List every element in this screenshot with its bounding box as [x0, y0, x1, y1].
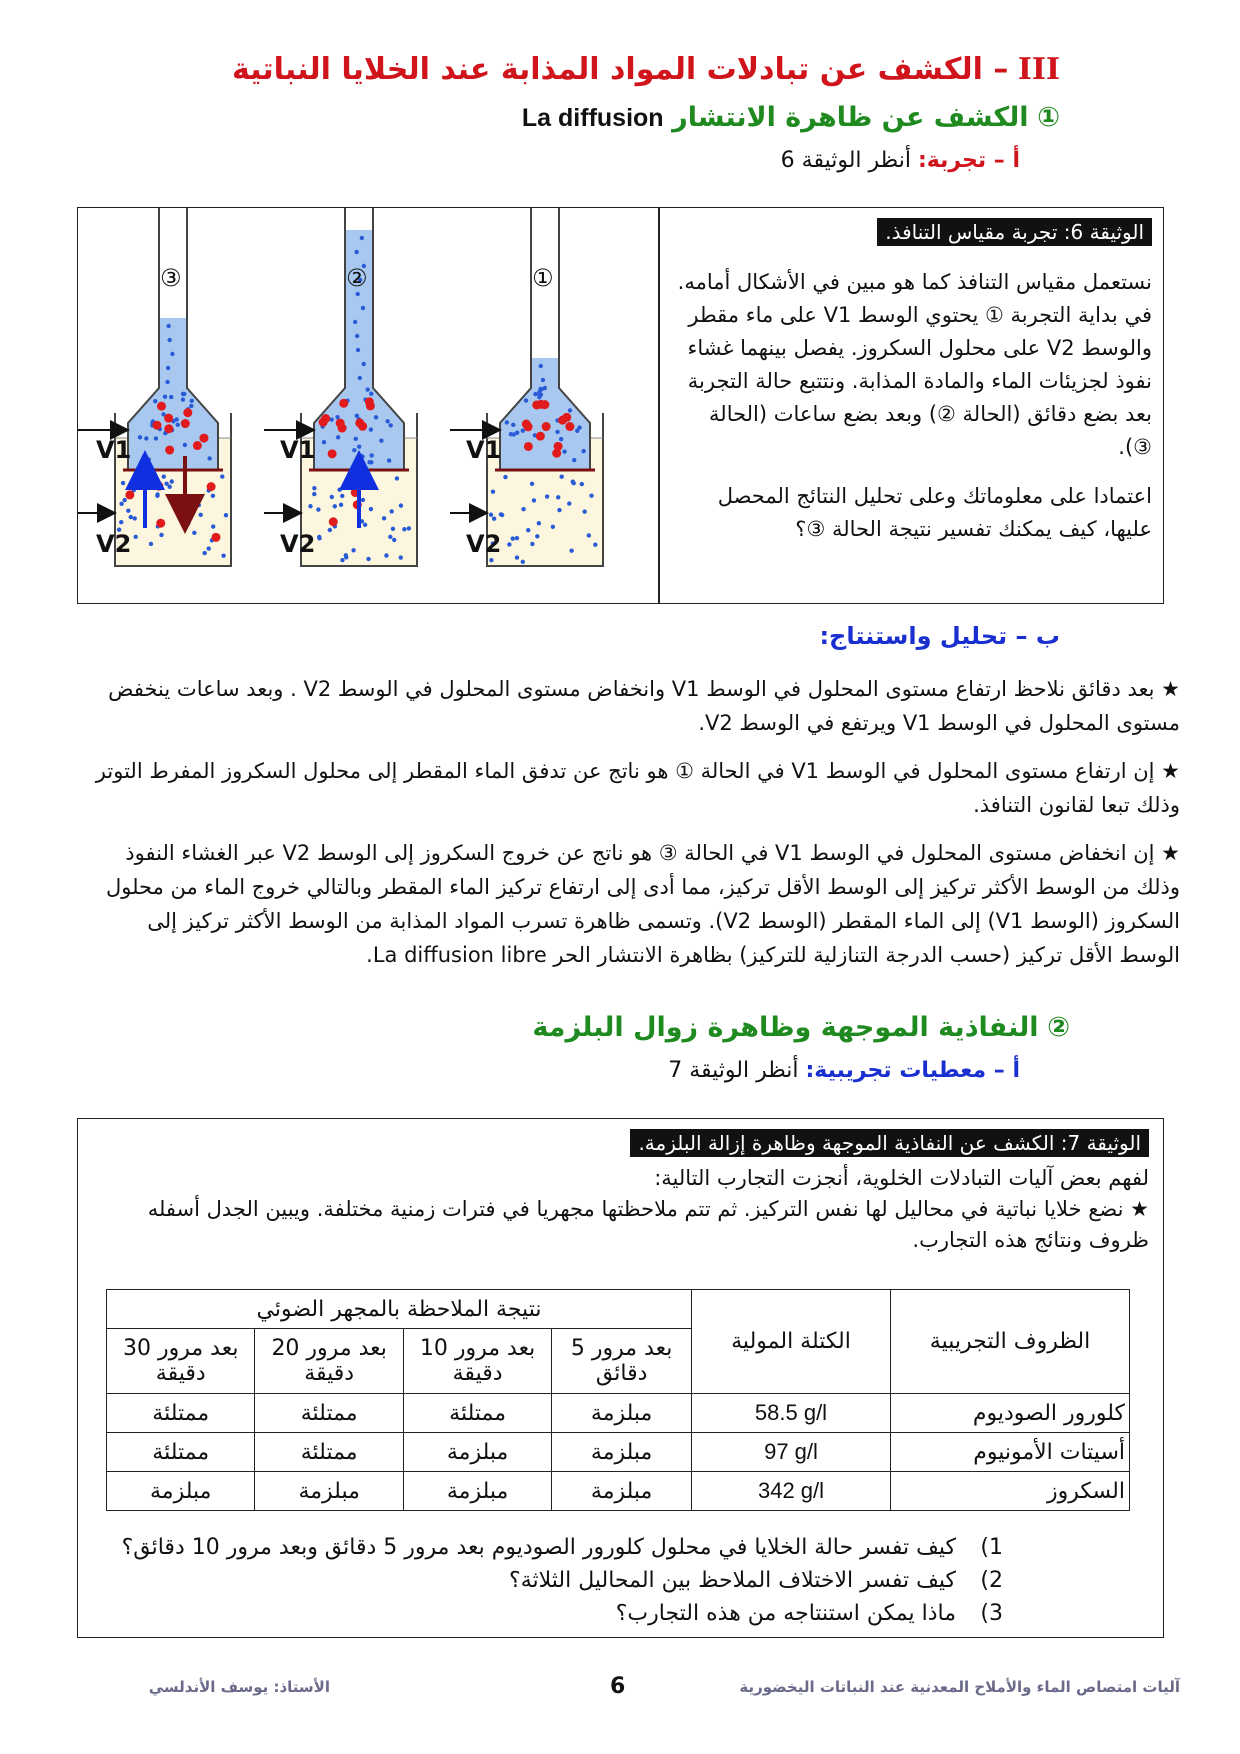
- water-molecule: [155, 494, 159, 498]
- cell-result: ممتلئة: [255, 1394, 403, 1433]
- question-item: [103, 1564, 1003, 1597]
- water-molecule: [530, 542, 534, 546]
- analysis-item: ★ إن انخفاض مستوى المحلول في الوسط V1 في الحالة ③ هو ناتج عن خروج السكروز إلى الوسط V2 عبر الغشاء النفوذ وذلك من الوسط الأكثر تركيز إلى الوسط الأقل تركيز، مما أدى إلى ارتفاع تركيز الماء المقطر وبالتالي خروج الماء من محلول السكروز (الوسط V1) إلى الماء المقطر (الوسط V2). وتسمى ظاهرة تسرب المواد المذابة من الوسط الأكثر تركيز إلى الوسط الأقل تركيز (حسب الدرجة التنازلية للتركيز) بظاهرة الانتشار الحر La diffusion libre.: [105, 841, 1180, 967]
- water-molecule: [568, 408, 572, 412]
- water-molecule: [388, 423, 392, 427]
- water-molecule: [159, 533, 163, 537]
- water-molecule: [181, 397, 185, 401]
- water-molecule: [545, 494, 549, 498]
- water-molecule: [489, 558, 493, 562]
- sucrose-molecule: [542, 422, 551, 431]
- water-molecule: [524, 398, 528, 402]
- water-molecule: [388, 535, 392, 539]
- water-molecule: [532, 498, 536, 502]
- water-molecule: [358, 376, 362, 380]
- v1-label-case3: V1: [96, 436, 132, 464]
- doc7-title: الوثيقة 7: الكشف عن النفاذية الموجهة وظاهرة إزالة البلزمة.: [630, 1129, 1149, 1157]
- water-molecule: [581, 449, 585, 453]
- water-molecule: [336, 435, 340, 439]
- water-molecule: [165, 380, 169, 384]
- v2-label-case3: V2: [96, 530, 132, 558]
- doc6-divider: [658, 208, 660, 603]
- sucrose-molecule: [165, 445, 174, 454]
- part1b-list: [85, 672, 1180, 972]
- water-molecule: [366, 557, 370, 561]
- footer-author: الأستاذ: يوسف الأندلسي: [148, 1678, 330, 1696]
- water-molecule: [369, 427, 373, 431]
- water-molecule: [541, 378, 545, 382]
- water-molecule: [509, 432, 513, 436]
- sucrose-molecule: [522, 420, 531, 429]
- question-number: 2): [980, 1568, 1003, 1593]
- water-molecule: [176, 423, 180, 427]
- water-molecule: [316, 507, 320, 511]
- cell-result: مبلزمة: [403, 1472, 551, 1511]
- sucrose-molecule: [207, 482, 216, 491]
- water-molecule: [582, 509, 586, 513]
- sucrose-molecule: [319, 418, 328, 427]
- v1-label-case2: V1: [280, 436, 316, 464]
- v1-label-case1: V1: [466, 436, 502, 464]
- water-molecule: [328, 528, 332, 532]
- doc7-bullet-text: نضع خلايا نباتية في محاليل لها نفس التركيز. ثم تتم ملاحظتها مجهريا في فترات زمنية مختلفة. ويبين الجدل أسفله ظروف ونتائج هذه التجارب.: [147, 1197, 1149, 1252]
- water-molecule: [196, 497, 200, 501]
- water-molecule: [330, 495, 334, 499]
- footer-page-number: 6: [610, 1674, 626, 1699]
- water-molecule: [169, 395, 173, 399]
- sucrose-molecule: [183, 408, 192, 417]
- water-molecule: [312, 492, 316, 496]
- header-time: بعد مرور 10 دقيقة: [403, 1329, 551, 1394]
- part1-sub-a-text: أنظر الوثيقة 6: [780, 148, 911, 173]
- water-molecule: [190, 399, 194, 403]
- cell-result: ممتلئة: [107, 1433, 255, 1472]
- cell-mass: 97 g/l: [692, 1433, 891, 1472]
- water-molecule: [526, 528, 530, 532]
- water-molecule: [221, 554, 225, 558]
- water-molecule: [580, 482, 584, 486]
- water-molecule: [129, 515, 133, 519]
- water-molecule: [121, 481, 125, 485]
- water-molecule: [556, 495, 560, 499]
- water-molecule: [335, 415, 339, 419]
- water-molecule: [119, 520, 123, 524]
- water-molecule: [361, 498, 365, 502]
- sucrose-molecule: [554, 442, 563, 451]
- cell-result: ممتلئة: [255, 1433, 403, 1472]
- water-molecule: [357, 444, 361, 448]
- water-molecule: [511, 536, 515, 540]
- water-molecule: [384, 553, 388, 557]
- water-molecule: [492, 517, 496, 521]
- header-time: بعد مرور 5 دقائق: [552, 1329, 692, 1394]
- header-results: نتيجة الملاحظة بالمجهر الضوئي: [107, 1290, 692, 1329]
- water-molecule: [360, 236, 364, 240]
- water-molecule: [533, 392, 537, 396]
- cell-result: مبلزمة: [403, 1433, 551, 1472]
- v2-label-case2: V2: [280, 530, 316, 558]
- question-item: [103, 1531, 1003, 1564]
- part1-title: الكشف عن ظاهرة الانتشار: [672, 102, 1029, 133]
- water-molecule: [395, 476, 399, 480]
- water-molecule: [333, 504, 337, 508]
- water-molecule: [354, 250, 358, 254]
- water-molecule: [369, 460, 373, 464]
- water-molecule: [126, 508, 130, 512]
- cell-result: ممتلئة: [107, 1394, 255, 1433]
- water-molecule: [211, 494, 215, 498]
- sucrose-molecule: [524, 442, 533, 451]
- part2-sub-a: [320, 1058, 1020, 1083]
- water-molecule: [197, 503, 201, 507]
- cell-result: مبلزمة: [552, 1472, 692, 1511]
- water-molecule: [350, 481, 354, 485]
- case3-label: ③: [160, 264, 182, 292]
- sucrose-molecule: [329, 517, 338, 526]
- doc7-box: [77, 1118, 1164, 1638]
- water-molecule: [163, 394, 167, 398]
- water-molecule: [153, 399, 157, 403]
- water-molecule: [351, 548, 355, 552]
- water-molecule: [189, 404, 193, 408]
- water-molecule: [562, 449, 566, 453]
- water-molecule: [374, 415, 378, 419]
- question-number: 1): [980, 1535, 1003, 1560]
- water-molecule: [361, 306, 365, 310]
- water-molecule: [211, 524, 215, 528]
- water-molecule: [391, 527, 395, 531]
- cell-result: ممتلئة: [403, 1394, 551, 1433]
- water-molecule: [162, 475, 166, 479]
- sucrose-molecule: [536, 432, 545, 441]
- sucrose-molecule: [339, 399, 348, 408]
- water-molecule: [587, 533, 591, 537]
- sucrose-molecule: [193, 441, 202, 450]
- water-molecule: [147, 457, 151, 461]
- water-molecule: [317, 535, 321, 539]
- water-molecule: [149, 542, 153, 546]
- cell-condition: أسيتات الأمونيوم: [891, 1433, 1130, 1472]
- water-molecule: [489, 513, 493, 517]
- water-molecule: [511, 423, 515, 427]
- water-molecule: [569, 549, 573, 553]
- water-molecule: [312, 486, 316, 490]
- water-molecule: [572, 481, 576, 485]
- water-molecule: [389, 509, 393, 513]
- water-molecule: [365, 387, 369, 391]
- water-molecule: [339, 503, 343, 507]
- sucrose-molecule: [212, 533, 221, 542]
- water-molecule: [198, 513, 202, 517]
- header-mass: الكتلة المولية: [692, 1290, 891, 1394]
- part1-sub-a: [320, 148, 1020, 173]
- water-molecule: [392, 538, 396, 542]
- doc7-text: [99, 1129, 1149, 1256]
- v2-label-case1: V2: [466, 530, 502, 558]
- water-molecule: [369, 391, 373, 395]
- water-molecule: [337, 488, 341, 492]
- water-molecule: [505, 420, 509, 424]
- water-molecule: [344, 553, 348, 557]
- case2-label: ②: [346, 264, 368, 292]
- water-molecule: [183, 443, 187, 447]
- water-molecule: [515, 430, 519, 434]
- sucrose-molecule: [328, 449, 337, 458]
- analysis-item: ★ إن ارتفاع مستوى المحلول في الوسط V1 في الحالة ① هو ناتج عن تدفق الماء المقطر إلى محلول السكروز المفرط التوتر وذلك تبعا لقانون التنافذ.: [95, 759, 1180, 817]
- part1-title-fr: La diffusion: [521, 104, 664, 132]
- water-molecule: [154, 436, 158, 440]
- part2-title: النفاذية الموجهة وظاهرة زوال البلزمة: [532, 1012, 1039, 1043]
- water-molecule: [220, 474, 224, 478]
- part1-sub-a-label: أ – تجربة:: [917, 148, 1020, 173]
- analysis-item: ★ بعد دقائق نلاحظ ارتفاع مستوى المحلول في الوسط V1 وانخفاض مستوى المحلول في الوسط V2 . وبعد ساعات ينخفض مستوى المحلول في الوسط V1 ويرتفع في الوسط V2.: [108, 677, 1180, 735]
- water-molecule: [354, 437, 358, 441]
- part2-sub-a-label: أ – معطيات تجريبية:: [805, 1058, 1020, 1083]
- water-molecule: [192, 531, 196, 535]
- water-molecule: [174, 417, 178, 421]
- analysis-item-text: إن ارتفاع مستوى المحلول في الوسط V1 في الحالة ① هو ناتج عن تدفق الماء المقطر إلى محلول السكروز المفرط التوتر وذلك تبعا لقانون التنافذ.: [95, 759, 1180, 817]
- doc7-bullet: ★ نضع خلايا نباتية في محاليل لها نفس التركيز. ثم تتم ملاحظتها مجهريا في فترات زمنية مختلفة. ويبين الجدل أسفله ظروف ونتائج هذه التجارب.: [147, 1197, 1149, 1252]
- sucrose-molecule: [164, 424, 173, 433]
- water-molecule: [539, 364, 543, 368]
- water-molecule: [503, 475, 507, 479]
- table-row: [107, 1433, 1130, 1472]
- part1b-heading: ب – تحليل واستنتاج:: [819, 622, 1060, 650]
- header-time: بعد مرور 20 دقيقة: [255, 1329, 403, 1394]
- sucrose-molecule: [164, 414, 173, 423]
- water-molecule: [572, 458, 576, 462]
- doc6-text: [672, 218, 1152, 546]
- sucrose-molecule: [358, 422, 367, 431]
- water-molecule: [385, 419, 389, 423]
- water-molecule: [593, 542, 597, 546]
- water-molecule: [355, 413, 359, 417]
- sucrose-molecule: [152, 421, 161, 430]
- question-item: [103, 1597, 1003, 1630]
- cell-condition: السكروز: [891, 1472, 1130, 1511]
- water-molecule: [207, 456, 211, 460]
- sucrose-molecule: [366, 401, 375, 410]
- water-molecule: [551, 525, 555, 529]
- water-molecule: [322, 440, 326, 444]
- water-molecule: [122, 498, 126, 502]
- sucrose-molecule: [149, 478, 158, 487]
- question-text: ماذا يمكن استنتاجه من هذه التجارب؟: [615, 1601, 956, 1626]
- sucrose-molecule: [125, 490, 134, 499]
- header-time: بعد مرور 30 دقيقة: [107, 1329, 255, 1394]
- water-molecule: [515, 555, 519, 559]
- water-molecule: [369, 507, 373, 511]
- water-molecule: [355, 334, 359, 338]
- water-molecule: [353, 320, 357, 324]
- cell-result: مبلزمة: [552, 1394, 692, 1433]
- part2-sub-a-text: أنظر الوثيقة 7: [668, 1058, 799, 1083]
- water-molecule: [369, 453, 373, 457]
- cell-mass: 58.5 g/l: [692, 1394, 891, 1433]
- water-molecule: [308, 504, 312, 508]
- sucrose-molecule: [157, 402, 166, 411]
- water-molecule: [379, 439, 383, 443]
- water-molecule: [559, 437, 563, 441]
- part1-badge: ①: [1037, 102, 1060, 133]
- water-molecule: [144, 436, 148, 440]
- section-title-text: – الكشف عن تبادلات المواد المذابة عند الخلايا النباتية: [231, 52, 1009, 87]
- table-row: [107, 1394, 1130, 1433]
- analysis-item-text: إن انخفاض مستوى المحلول في الوسط V1 في الحالة ③ هو ناتج عن خروج السكروز إلى الوسط V2 عبر الغشاء النفوذ وذلك من الوسط الأكثر تركيز إلى الوسط الأقل تركيز، مما أدى إلى ارتفاع تركيز الماء المقطر وبالتالي خروج الماء من محلول السكروز (الوسط V1) إلى الماء المقطر (الوسط V2). وتسمى ظاهرة تسرب المواد المذابة من الوسط الأكثر تركيز إلى الوسط الأقل تركيز (حسب الدرجة التنازلية للتركيز) بظاهرة الانتشار الحر La diffusion libre.: [105, 841, 1180, 967]
- water-molecule: [166, 324, 170, 328]
- cell-mass: 342 g/l: [692, 1472, 891, 1511]
- water-molecule: [589, 493, 593, 497]
- water-molecule: [559, 474, 563, 478]
- water-molecule: [557, 508, 561, 512]
- water-molecule: [382, 516, 386, 520]
- doc7-intro: لفهم بعض آليات التبادلات الخلوية، أنجزت التجارب التالية:: [654, 1166, 1149, 1190]
- water-molecule: [363, 523, 367, 527]
- water-molecule: [356, 292, 360, 296]
- water-molecule: [537, 521, 541, 525]
- water-molecule: [182, 392, 186, 396]
- water-molecule: [207, 546, 211, 550]
- water-molecule: [119, 502, 123, 506]
- water-molecule: [577, 425, 581, 429]
- sucrose-molecule: [558, 416, 567, 425]
- water-molecule: [167, 338, 171, 342]
- case1-solution: [500, 358, 590, 470]
- water-molecule: [399, 555, 403, 559]
- water-molecule: [167, 485, 171, 489]
- water-molecule: [539, 393, 543, 397]
- water-molecule: [166, 366, 170, 370]
- cell-result: مبلزمة: [552, 1433, 692, 1472]
- water-molecule: [202, 551, 206, 555]
- questions-list: [103, 1531, 1003, 1630]
- question-text: كيف تفسر حالة الخلايا في محلول كلورور الصوديوم بعد مرور 5 دقائق وبعد مرور 10 دقائق؟: [121, 1535, 956, 1560]
- water-molecule: [499, 512, 503, 516]
- water-molecule: [521, 560, 525, 564]
- sucrose-molecule: [181, 419, 190, 428]
- water-molecule: [407, 526, 411, 530]
- water-molecule: [530, 482, 534, 486]
- cell-result: مبلزمة: [107, 1472, 255, 1511]
- sucrose-molecule: [565, 422, 574, 431]
- water-molecule: [515, 536, 519, 540]
- doc6-title: الوثيقة 6: تجربة مقياس التنافذ.: [877, 218, 1152, 246]
- water-molecule: [399, 503, 403, 507]
- doc6-paragraph-1: نستعمل مقياس التنافذ كما هو مبين في الأشكال أمامه. في بداية التجربة ① يحتوي الوسط V1 على ماء مقطر والوسط V2 على محلول السكروز. يفصل بينهما غشاء نفوذ لجزيئات الماء والمادة المذابة. ونتتبع حالة التجربة بعد بضع دقائق (الحالة ②) وبعد بضع ساعات (الحالة ③).: [677, 270, 1152, 459]
- water-molecule: [535, 534, 539, 538]
- water-molecule: [387, 458, 391, 462]
- water-molecule: [356, 348, 360, 352]
- water-molecule: [224, 513, 228, 517]
- water-molecule: [170, 479, 174, 483]
- water-molecule: [402, 527, 406, 531]
- water-molecule: [133, 516, 137, 520]
- water-molecule: [567, 501, 571, 505]
- water-molecule: [138, 435, 142, 439]
- case1-label: ①: [532, 264, 554, 292]
- header-conditions: الظروف التجريبية: [891, 1290, 1130, 1394]
- cell-condition: كلورور الصوديوم: [891, 1394, 1130, 1433]
- doc6-paragraph-2: اعتمادا على معلوماتك وعلى تحليل النتائج المحصل عليها، كيف يمكنك تفسير نتيجة الحالة ③؟: [717, 484, 1152, 541]
- cell-result: مبلزمة: [255, 1472, 403, 1511]
- water-molecule: [340, 558, 344, 562]
- footer-course: آليات امتصاص الماء والأملاح المعدنية عند النباتات اليخضورية: [739, 1678, 1180, 1696]
- water-molecule: [555, 430, 559, 434]
- sucrose-molecule: [156, 519, 165, 528]
- water-molecule: [340, 494, 344, 498]
- water-molecule: [170, 352, 174, 356]
- analysis-item-text: بعد دقائق نلاحظ ارتفاع مستوى المحلول في الوسط V1 وانخفاض مستوى المحلول في الوسط V2 . وبعد ساعات ينخفض مستوى المحلول في الوسط V1 ويرتفع في الوسط V2.: [108, 677, 1180, 735]
- table-row: [107, 1472, 1130, 1511]
- water-molecule: [521, 507, 525, 511]
- part2-badge: ②: [1047, 1012, 1070, 1043]
- water-molecule: [352, 448, 356, 452]
- part1-heading: [160, 102, 1060, 133]
- question-text: كيف تفسر الاختلاف الملاحظ بين المحاليل الثلاثة؟: [509, 1568, 956, 1593]
- section-number: III: [1017, 52, 1060, 87]
- section-title: [160, 52, 1060, 87]
- part2-heading: [170, 1012, 1070, 1043]
- water-molecule: [362, 362, 366, 366]
- results-table: [106, 1289, 1130, 1511]
- water-molecule: [133, 535, 137, 539]
- water-molecule: [507, 542, 511, 546]
- sucrose-molecule: [336, 419, 345, 428]
- sucrose-molecule: [199, 434, 208, 443]
- sucrose-molecule: [540, 400, 549, 409]
- water-molecule: [491, 490, 495, 494]
- question-number: 3): [980, 1601, 1003, 1626]
- doc6-box: [77, 207, 1164, 604]
